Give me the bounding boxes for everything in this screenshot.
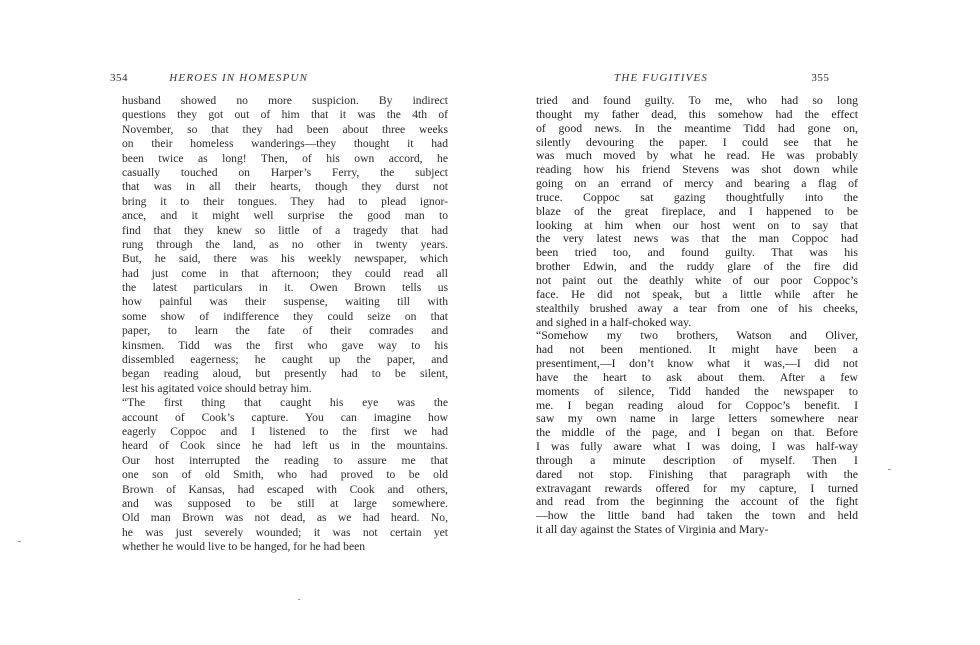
text-line: began reading aloud, but presently had to be silent, (122, 367, 448, 381)
text-line: had just come in that afternoon; they could read all (122, 266, 448, 280)
right-page-text (536, 94, 858, 537)
text-line: reading how his friend Stevens was shot down while (536, 163, 858, 177)
text-line: how painful was their suspense, waiting till with (122, 295, 448, 309)
text-line: tried and found guilty. To me, who had so long (536, 94, 858, 107)
text-line: blaze of the great fireplace, and I happened to be (536, 204, 858, 218)
text-line: heard of Cook since he had left us in the mountains. (122, 439, 448, 453)
text-line: it all day against the States of Virginia and Mary- (536, 523, 769, 537)
text-line: been tried too, and found guilty. That was his (536, 246, 858, 260)
text-line: on their homeless wanderings—they thought it had (122, 137, 448, 151)
text-line: looking at him when our host went on to say that (536, 218, 858, 232)
left-running-title: HEROES IN HOMESPUN (169, 72, 309, 84)
text-line: the middle of the page, and I began on that. Before (536, 426, 858, 440)
text-line: ance, and it might well surprise the good man to (122, 209, 448, 223)
text-line: I was fully aware what I was doing, I was half-way (536, 440, 858, 454)
left-page-number: 354 (110, 72, 128, 84)
text-line: —how the little band had taken the town and held (536, 509, 858, 523)
text-line: “Somehow my two brothers, Watson and Oliver, (536, 329, 858, 343)
text-line: Our host interrupted the reading to assure me that (122, 453, 448, 467)
text-line: Old man Brown was not dead, as we had heard. No, (122, 511, 448, 525)
text-line: November, so that they had been about three weeks (122, 122, 448, 136)
text-line: paper, to learn the fate of their comrades and (122, 324, 448, 338)
text-line: brother Edwin, and the ruddy glare of the fire did (536, 260, 858, 274)
text-line: and sighed in a half-choked way. (536, 315, 692, 329)
text-line: the latest particulars in it. Owen Brown tells us (122, 281, 448, 295)
text-line: find that they knew so little of a tragedy that had (122, 223, 448, 237)
text-line: that was in all their hearts, though they durst not (122, 180, 448, 194)
text-line: rung through the land, as no other in twenty years. (122, 237, 448, 251)
text-line: But, he said, there was his weekly newspaper, which (122, 252, 448, 266)
text-line: silently devouring the paper. I could see that he (536, 135, 858, 149)
text-line: of good news. In the meantime Tidd had gone on, (536, 121, 858, 135)
text-line: account of Cook’s capture. You can imagine how (122, 410, 448, 424)
text-line: thought my father dead, this somehow had the effect (536, 107, 858, 121)
text-line: he was just severely wounded; it was not certain yet (122, 525, 448, 539)
text-line: had not been mentioned. It might have been a (536, 343, 858, 357)
text-line: some show of indifference they could seize on that (122, 309, 448, 323)
text-line: going on an errand of mercy and bearing a flag of (536, 177, 858, 191)
right-running-title: THE FUGITIVES (614, 72, 709, 84)
text-line: kinsmen. Tidd was the first who gave way to his (122, 338, 448, 352)
text-line: dared not stop. Finishing that paragraph with the (536, 467, 858, 481)
text-line: one son of old Smith, who had proved to be old (122, 468, 448, 482)
text-line: through a minute description of myself. Then I (536, 453, 858, 467)
scan-speck (18, 541, 21, 542)
right-page-number: 355 (811, 72, 830, 84)
text-line: questions they got out of him that it was the 4th of (122, 108, 448, 122)
text-line: not paint out the deathly white of our poor Coppoc’s (536, 273, 858, 287)
left-page-text (122, 94, 448, 555)
text-line: face. He did not speak, but a little while after he (536, 287, 858, 301)
text-line: moments of silence, Tidd handed the newspaper to (536, 384, 858, 398)
scan-speck (888, 469, 891, 470)
text-line: “The first thing that caught his eye was the (122, 396, 448, 410)
text-line: extravagant rewards offered for my capture, I turned (536, 481, 858, 495)
text-line: dissembled eagerness; he caught up the paper, and (122, 353, 448, 367)
text-line: was much moved by what he read. He was probably (536, 149, 858, 163)
text-line: husband showed no more suspicion. By indirect (122, 94, 448, 107)
text-line: whether he would live to be hanged, for he had been (122, 540, 366, 554)
left-page-header (110, 72, 308, 84)
text-line: presentiment,—I don’t know what it was,—I did not (536, 357, 858, 371)
text-line: casually touched on Harper’s Ferry, the subject (122, 165, 448, 179)
text-line: and was supposed to be still at large somewhere. (122, 496, 448, 510)
text-line: Brown of Kansas, had escaped with Cook and others, (122, 482, 448, 496)
text-line: saw my own name in large letters somewhere near (536, 412, 858, 426)
text-line: stealthily brushed away a tear from one of his cheeks, (536, 301, 858, 315)
text-line: bring it to their tongues. They had to plead ignor- (122, 194, 448, 208)
text-line: the very latest news was that the man Coppoc had (536, 232, 858, 246)
text-line: eagerly Coppoc and I listened to the first we had (122, 424, 448, 438)
scan-speck (298, 599, 300, 600)
text-line: and read from the beginning the account of the fight (536, 495, 858, 509)
text-line: truce. Coppoc sat gazing thoughtfully into the (536, 190, 858, 204)
text-line: lest his agitated voice should betray him. (122, 381, 312, 395)
right-page-header (614, 72, 829, 84)
text-line: have the heart to ask about them. After a few (536, 370, 858, 384)
text-line: me. I began reading aloud for Coppoc’s benefit. I (536, 398, 858, 412)
text-line: been twice as long! Then, of his own accord, he (122, 151, 448, 165)
